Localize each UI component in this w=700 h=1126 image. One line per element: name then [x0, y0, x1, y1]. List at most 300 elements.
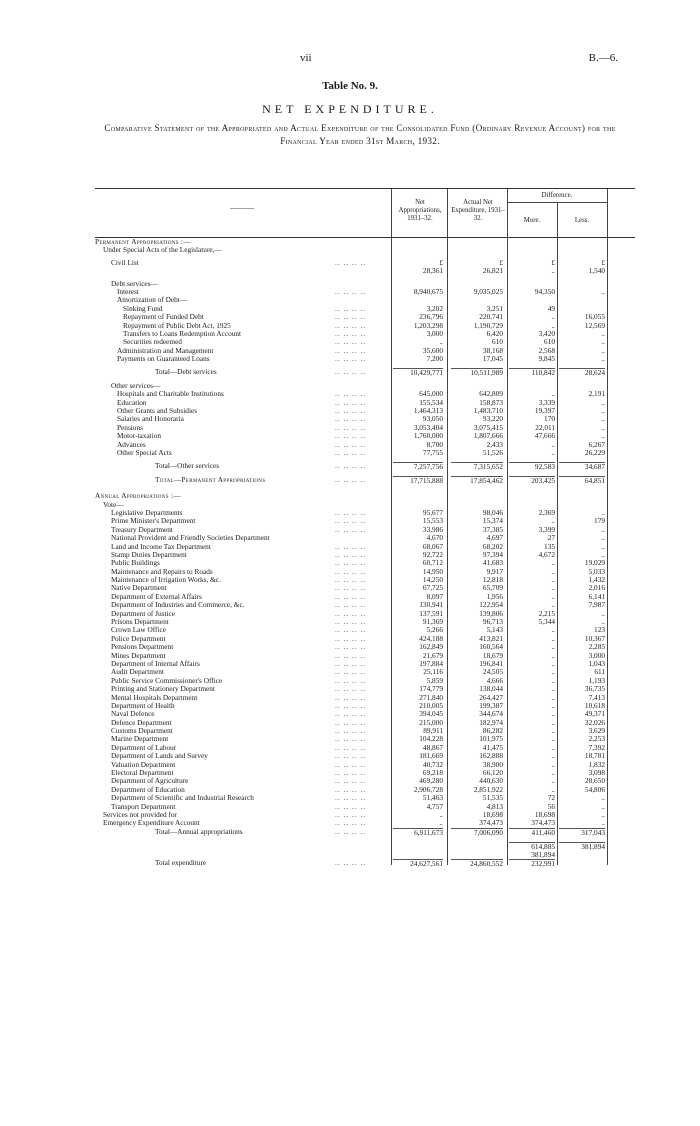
row-label: Treasury Department — [111, 524, 173, 534]
cell-c4: 2,285 — [588, 642, 605, 652]
cell-c3: .. — [551, 751, 555, 761]
table-row: Public Buildings .. .. .. .. 60,712 41,683 .. 19,029 — [111, 558, 605, 568]
table-row: Services not provided for .. .. .. .. .. 18,698 18,698 .. — [103, 810, 605, 819]
cell-c2: 24,505 — [482, 667, 503, 677]
cell-c1: 197,884 — [419, 658, 443, 668]
cell-c4: 34,687 — [559, 462, 605, 471]
cell-c2: 6,420 — [486, 328, 503, 338]
cell-c1: 51,463 — [422, 793, 443, 803]
table-row: Electoral Department .. .. .. .. 69,218 66,120 .. 3,098 — [111, 768, 605, 778]
cell-c3: .. — [551, 742, 555, 752]
row-label: Total—Permanent Appropriations — [155, 474, 266, 484]
cell-c2: 610 — [492, 337, 503, 347]
table-row: Mines Department .. .. .. .. 21,679 18,679 .. 3,000 — [111, 650, 605, 660]
table-row: Sinking Fund .. .. .. .. 3,202 3,251 49 — [123, 303, 555, 313]
cell-c3: 18,698 — [534, 810, 555, 819]
cell-c1: 424,188 — [419, 633, 443, 643]
cell-c2: 344,674 — [479, 709, 503, 719]
table-row: Salaries and Honoraria .. .. .. .. 93,050 93,220 170 .. — [117, 414, 605, 424]
row-label: Other Grants and Subsidies — [117, 406, 198, 416]
cell-c2: 220,741 — [479, 312, 503, 322]
row-label: Repayment of Funded Debt — [123, 312, 204, 322]
row-label: Department of Lands and Survey — [111, 751, 208, 761]
cell-c3: .. — [551, 768, 555, 778]
table-row: Native Department .. .. .. .. 67,725 65,709 .. 2,016 — [111, 583, 605, 593]
cell-c2: 51,535 — [482, 793, 503, 803]
cell-c3: .. — [551, 734, 555, 744]
cell-c2: 440,630 — [479, 776, 503, 786]
cell-c3: 610 — [544, 337, 555, 347]
col-difference: Difference. — [541, 192, 573, 199]
cell-c1: 6,911,673 — [393, 828, 443, 837]
cell-c1: 10,429,771 — [393, 368, 443, 377]
table-row: Advances .. .. .. .. 8,700 2,433 .. 6,267 — [117, 439, 605, 449]
cell-c1: .. — [439, 810, 443, 819]
cell-c4: 1,193 — [588, 675, 605, 685]
cell-c1: 4,670 — [426, 533, 443, 543]
cell-c4: 179 — [594, 516, 605, 526]
cell-c4: 1,540 — [588, 266, 605, 276]
cell-c2: 18,679 — [482, 650, 503, 660]
cell-c4: 6,141 — [588, 591, 605, 601]
table-row: Department of Education .. .. .. .. 2,906,728 2,851,922 .. 54,806 — [111, 784, 605, 794]
cell-c4: 7,392 — [588, 742, 605, 752]
cell-c2: 139,806 — [479, 608, 503, 618]
cell-c2: 18,698 — [482, 810, 503, 819]
row-label: Repayment of Public Debt Act, 1925 — [123, 320, 231, 330]
table-row: Transport Department .. .. .. .. 4,757 4,813 56 .. — [111, 801, 605, 811]
cell-c3: 135 — [544, 541, 555, 551]
cell-c1: .. — [439, 818, 443, 828]
cell-c2: 4,666 — [486, 675, 503, 685]
cell-c2: 138,044 — [479, 684, 503, 694]
cell-c1: 3,000 — [426, 328, 443, 338]
cell-c1: 77,755 — [422, 447, 443, 457]
cell-c4: 19,029 — [584, 558, 605, 568]
cell-c4: 10,618 — [584, 700, 605, 710]
cell-c3: 110,842 — [509, 368, 555, 377]
cell-c1: 21,679 — [422, 650, 443, 660]
cell-c4: 2,253 — [588, 734, 605, 744]
row-label: Department of Industries and Commerce, &c. — [111, 600, 245, 610]
row-label: Pensions Department — [111, 642, 174, 652]
cell-c1: 92,722 — [422, 549, 443, 559]
table-row: Naval Defence .. .. .. .. 394,045 344,674 .. 49,371 — [111, 709, 605, 719]
table-row: Securities redeemed .. .. .. .. .. 610 610 .. — [123, 337, 605, 347]
cell-c3: 3,420 — [538, 328, 555, 338]
cell-c3: .. — [551, 633, 555, 643]
cell-c2: 38,900 — [482, 759, 503, 769]
table-row: Emergency Expenditure Account .. .. .. .. .. 374,473 374,473 .. — [103, 818, 605, 828]
cell-c3: 411,460 — [509, 828, 555, 837]
col-actual-expenditure: Actual Net Expenditure, 1931–32. — [451, 199, 505, 222]
cell-c1: 7,257,756 — [393, 462, 443, 471]
table-row: Department of Agriculture .. .. .. .. 469,280 440,630 .. 28,650 — [111, 776, 605, 786]
table-row: Land and Income Tax Department .. .. .. .. 68,067 68,202 135 .. — [111, 541, 605, 551]
cell-c2: 2,433 — [486, 439, 503, 449]
cell-c1: 8,700 — [426, 439, 443, 449]
cell-c2: 160,564 — [479, 642, 503, 652]
cell-c1: 4,757 — [426, 801, 443, 811]
cell-c3: .. — [551, 516, 555, 526]
table-row: Payments on Guaranteed Loans .. .. .. .. 7,200 17,045 9,845 .. — [117, 354, 605, 364]
table-row: Education .. .. .. .. 155,534 158,873 3,339 .. — [117, 397, 605, 407]
cell-c4: 26,229 — [584, 447, 605, 457]
table-row: Maintenance of Irrigation Works, &c. .. .. .. .. 14,250 12,818 .. 1,432 — [111, 575, 605, 585]
table-row: Public Service Commissioner's Office .. .. .. .. 5,859 4,666 .. 1,193 — [111, 675, 605, 685]
cell-c2: 3,251 — [486, 303, 503, 313]
cell-c4: 36,735 — [584, 684, 605, 694]
cell-c2: 1,807,666 — [473, 431, 503, 441]
cell-c2: 98,046 — [482, 507, 503, 517]
cell-c3: 232,991 — [509, 859, 555, 868]
row-label: Interest — [117, 286, 139, 296]
cell-c1: 8,940,675 — [413, 286, 443, 296]
row-label: Mines Department — [111, 650, 166, 660]
cell-c4: 16,055 — [584, 312, 605, 322]
row-label: Salaries and Honoraria — [117, 414, 184, 424]
table-row: Marine Department .. .. .. .. 104,228 101,975 .. 2,253 — [111, 734, 605, 744]
cell-c4: .. — [601, 801, 605, 811]
cell-c2: 37,385 — [482, 524, 503, 534]
cell-c3: 2,568 — [538, 345, 555, 355]
cell-c2: 101,975 — [479, 734, 503, 744]
cell-c4: 611 — [594, 667, 605, 677]
row-label: Sinking Fund — [123, 303, 163, 313]
table-row: Motor-taxation .. .. .. .. 1,760,000 1,807,666 47,666 .. — [117, 431, 605, 441]
table-row: Maintenance and Repairs to Roads .. .. .. .. 14,950 9,917 .. 5,033 — [111, 566, 605, 576]
cell-c3: 614,885 — [509, 842, 555, 851]
cell-c4: 64,851 — [559, 476, 605, 485]
cell-c3: 3,399 — [538, 524, 555, 534]
cell-c3: .. — [551, 675, 555, 685]
cell-c1: 174,779 — [419, 684, 443, 694]
cell-c3: .. — [551, 591, 555, 601]
cell-c2: 96,713 — [482, 617, 503, 627]
cell-c2: 196,841 — [479, 658, 503, 668]
col-net-appropriations: Net Appropriations, 1931–32. — [398, 199, 442, 222]
row-label: Department of Internal Affairs — [111, 658, 200, 668]
cell-c3: .. — [551, 266, 555, 276]
cell-c1: 14,950 — [422, 566, 443, 576]
cell-c2: 38,168 — [482, 345, 503, 355]
cell-c3: .. — [551, 575, 555, 585]
cell-c4: .. — [601, 431, 605, 441]
cell-c3: .. — [551, 650, 555, 660]
cell-c2: 3,075,415 — [473, 422, 503, 432]
cell-c2: 12,818 — [482, 575, 503, 585]
table-row: Other Grants and Subsidies .. .. .. .. 1,464,313 1,483,710 19,397 .. — [117, 406, 605, 416]
row-label: Audit Department — [111, 667, 164, 677]
row-label: Vote— — [103, 499, 124, 509]
cell-c4: .. — [601, 345, 605, 355]
table-row: Valuation Department .. .. .. .. 40,732 38,900 .. 1,832 — [111, 759, 605, 769]
cell-c3: .. — [551, 625, 555, 635]
cell-c2: 1,190,729 — [473, 320, 503, 330]
table-row: Transfers to Loans Redemption Account .. .. .. .. 3,000 6,420 3,420 .. — [123, 328, 605, 338]
row-label: Defence Department — [111, 717, 172, 727]
row-label: Other services— — [111, 380, 161, 390]
cell-c1: 236,796 — [419, 312, 443, 322]
cell-c4: .. — [601, 549, 605, 559]
row-label: Motor-taxation — [117, 431, 162, 441]
row-label: Crown Law Office — [111, 625, 166, 635]
row-label: Under Special Acts of the Legislature,— — [103, 245, 222, 255]
cell-c1: 130,941 — [419, 600, 443, 610]
cell-c3: .. — [551, 776, 555, 786]
row-label: Public Buildings — [111, 558, 160, 568]
cell-c4: .. — [601, 422, 605, 432]
cell-c4: .. — [601, 793, 605, 803]
cell-c2: 162,888 — [479, 751, 503, 761]
table-row: Administration and Management .. .. .. .. 35,600 38,168 2,568 .. — [117, 345, 605, 355]
cell-c3: £ — [551, 257, 555, 267]
cell-c2: 26,821 — [482, 266, 503, 276]
cell-c1: 69,218 — [422, 768, 443, 778]
cell-c3: .. — [551, 692, 555, 702]
row-label: Land and Income Tax Department — [111, 541, 211, 551]
row-label: Valuation Department — [111, 759, 176, 769]
table-row: Pensions Department .. .. .. .. 162,849 160,564 .. 2,285 — [111, 642, 605, 652]
cell-c2: 413,821 — [479, 633, 503, 643]
cell-c3: .. — [551, 759, 555, 769]
cell-c4: 54,806 — [584, 784, 605, 794]
table-row: Department of Labour .. .. .. .. 48,867 41,475 .. 7,392 — [111, 742, 605, 752]
cell-c1: 28,361 — [422, 266, 443, 276]
row-label: Electoral Department — [111, 768, 174, 778]
row-label: Customs Department — [111, 726, 173, 736]
row-label: Payments on Guaranteed Loans — [117, 354, 210, 364]
cell-c2: 642,809 — [479, 389, 503, 399]
cell-c4: .. — [601, 524, 605, 534]
table-row: Prime Minister's Department .. .. .. .. 15,553 15,374 .. 179 — [111, 516, 605, 526]
cell-c4: .. — [601, 414, 605, 424]
cell-c4: £ — [601, 257, 605, 267]
table-row: Other Special Acts .. .. .. .. 77,755 51,526 .. 26,229 — [117, 447, 605, 457]
cell-c1: £ — [439, 257, 443, 267]
cell-c3: 72 — [547, 793, 555, 803]
cell-c1: 35,600 — [422, 345, 443, 355]
cell-c1: 5,859 — [426, 675, 443, 685]
table-row: Crown Law Office .. .. .. .. 5,266 5,143 .. 123 — [111, 625, 605, 635]
cell-c3: .. — [551, 658, 555, 668]
row-label: Services not provided for — [103, 810, 177, 819]
cell-c1: 68,067 — [422, 541, 443, 551]
row-label: National Provident and Friendly Societies Department — [111, 533, 270, 543]
cell-c4: 123 — [594, 625, 605, 635]
cell-c4: .. — [601, 286, 605, 296]
cell-c2: 65,709 — [482, 583, 503, 593]
cell-c1: 7,200 — [426, 354, 443, 364]
row-label: Education — [117, 397, 147, 407]
cell-c4: 1,432 — [588, 575, 605, 585]
table-body — [95, 238, 635, 867]
row-label: Other Special Acts — [117, 447, 172, 457]
table-number: Table No. 9. — [322, 80, 378, 92]
cell-c4: 28,624 — [559, 368, 605, 377]
cell-c4: 7,987 — [588, 600, 605, 610]
cell-c4: 317,043 — [559, 828, 605, 837]
cell-c3: .. — [551, 389, 555, 399]
cell-c4: 1,832 — [588, 759, 605, 769]
cell-c2: 15,374 — [482, 516, 503, 526]
cell-c2: 158,873 — [479, 397, 503, 407]
cell-c3: .. — [551, 312, 555, 322]
table-row: Stamp Duties Department .. .. .. .. 92,722 97,394 4,672 .. — [111, 549, 605, 559]
row-label: Prisons Department — [111, 617, 169, 627]
cell-c2: 7,006,090 — [451, 828, 503, 837]
cell-c2: 97,394 — [482, 549, 503, 559]
cell-c4: .. — [601, 617, 605, 627]
cell-c3: .. — [551, 566, 555, 576]
cell-c1: 89,911 — [423, 726, 443, 736]
table-row: Department of Scientific and Industrial Research .. .. .. .. 51,463 51,535 72 .. — [111, 793, 605, 803]
cell-c2: 93,220 — [482, 414, 503, 424]
cell-c4: .. — [601, 397, 605, 407]
cell-c1: 271,840 — [419, 692, 443, 702]
row-label: Department of Education — [111, 784, 185, 794]
table-row: Legislative Departments .. .. .. .. 95,677 98,046 2,369 .. — [111, 507, 605, 517]
cell-c4: .. — [601, 337, 605, 347]
cell-c1: 645,000 — [419, 389, 443, 399]
table-row: Mental Hospitals Department .. .. .. .. 271,840 264,427 .. 7,413 — [111, 692, 605, 702]
cell-c2: 1,956 — [486, 591, 503, 601]
cell-c2: 41,683 — [482, 558, 503, 568]
cell-c2: 4,813 — [486, 801, 503, 811]
cell-c2: 4,697 — [486, 533, 503, 543]
cell-c3: 94,350 — [534, 286, 555, 296]
cell-c1: 394,045 — [419, 709, 443, 719]
row-label: Transport Department — [111, 801, 176, 811]
cell-c2: 199,387 — [479, 700, 503, 710]
cell-c4: 5,033 — [588, 566, 605, 576]
cell-c1: 95,677 — [422, 507, 443, 517]
cell-c2: 9,035,025 — [473, 286, 503, 296]
header-dash: ——— — [230, 203, 254, 212]
table-title: NET EXPENDITURE. — [262, 102, 438, 116]
cell-c1: 137,591 — [419, 608, 443, 618]
cell-c4: 32,026 — [584, 717, 605, 727]
col-less: Less. — [574, 217, 590, 224]
table-row: Defence Department .. .. .. .. 215,000 182,974 .. 32,026 — [111, 717, 605, 727]
cell-c4: 3,098 — [588, 768, 605, 778]
cell-c4: .. — [601, 354, 605, 364]
cell-c3: .. — [551, 447, 555, 457]
cell-c3: .. — [551, 784, 555, 794]
table-row — [95, 267, 635, 275]
cell-c2: 86,282 — [482, 726, 503, 736]
table-row: Hospitals and Charitable Institutions .. .. .. .. 645,000 642,809 .. 2,191 — [117, 389, 605, 399]
row-label: Total—Annual appropriations — [155, 826, 243, 836]
table-row: Printing and Stationery Department .. .. .. .. 174,779 138,044 .. 36,735 — [111, 684, 605, 694]
cell-c3: .. — [551, 600, 555, 610]
cell-c3: 2,369 — [538, 507, 555, 517]
cell-c3: 374,473 — [531, 818, 555, 828]
cell-c2: 68,202 — [482, 541, 503, 551]
row-label: Native Department — [111, 583, 167, 593]
expenditure-table — [95, 188, 635, 867]
cell-c1: 469,280 — [419, 776, 443, 786]
cell-c1: 3,202 — [426, 303, 443, 313]
row-label: Amortization of Debt— — [117, 295, 188, 305]
table-row: Total—Annual appropriations .. .. .. .. 6,911,673 7,006,090 411,460 317,043 — [155, 826, 605, 837]
row-label: Maintenance of Irrigation Works, &c. — [111, 575, 221, 585]
table-row: Civil List .. .. .. .. £ £ £ £ — [111, 257, 605, 267]
cell-c2: 7,315,652 — [451, 462, 503, 471]
cell-c4: .. — [601, 608, 605, 618]
cell-c4: .. — [601, 541, 605, 551]
cell-c3: .. — [551, 667, 555, 677]
cell-c3: 92,583 — [509, 462, 555, 471]
cell-c3: 27 — [547, 533, 555, 543]
cell-c3: .. — [551, 717, 555, 727]
row-label: Legislative Departments — [111, 507, 183, 517]
cell-c3: .. — [551, 709, 555, 719]
cell-c1: 15,553 — [422, 516, 443, 526]
cell-c3: 2,215 — [538, 608, 555, 618]
cell-c2: 41,475 — [482, 742, 503, 752]
cell-c4: 18,781 — [584, 751, 605, 761]
cell-c2: 374,473 — [479, 818, 503, 828]
cell-c4: 10,367 — [584, 633, 605, 643]
row-label: Pensions — [117, 422, 143, 432]
cell-c1: 3,053,404 — [413, 422, 443, 432]
cell-c3: 381,894 — [531, 849, 555, 859]
cell-c4: .. — [601, 328, 605, 338]
row-label: Naval Defence — [111, 709, 155, 719]
row-label: Department of External Affairs — [111, 591, 202, 601]
cell-c4: .. — [601, 507, 605, 517]
cell-c4: .. — [601, 810, 605, 819]
cell-c1: 104,228 — [419, 734, 443, 744]
table-row — [95, 246, 635, 254]
cell-c1: 8,097 — [426, 591, 443, 601]
cell-c3: 22,011 — [535, 422, 555, 432]
cell-c1: 93,050 — [422, 414, 443, 424]
cell-c4: 3,000 — [588, 650, 605, 660]
table-row: Department of Internal Affairs .. .. .. .. 197,884 196,841 .. 1,043 — [111, 658, 605, 668]
cell-c4: 28,650 — [584, 776, 605, 786]
row-label: Transfers to Loans Redemption Account — [123, 328, 242, 338]
row-label: Civil List — [111, 257, 139, 267]
table-row: Department of Justice .. .. .. .. 137,591 139,806 2,215 .. — [111, 608, 605, 618]
row-label: Department of Labour — [111, 742, 177, 752]
cell-c1: 181,669 — [419, 751, 443, 761]
cell-c1: 17,715,888 — [393, 476, 443, 485]
cell-c3: 203,425 — [509, 476, 555, 485]
row-label: Stamp Duties Department — [111, 549, 187, 559]
cell-c3: .. — [551, 583, 555, 593]
table-row: Total expenditure .. .. .. .. 24,627,561 24,860,552 232,991 — [155, 857, 555, 868]
cell-c2: 5,143 — [486, 625, 503, 635]
table-subtitle: Comparative Statement of the Appropriated and Actual Expenditure of the Consolidated Fund (Ordinary Revenue Account) for the Financial Year ended 31st March, 1932. — [104, 123, 616, 146]
table-row: Treasury Department .. .. .. .. 33,986 37,385 3,399 .. — [111, 524, 605, 534]
cell-c2: 17,045 — [482, 354, 503, 364]
row-label: Total—Other services — [155, 461, 220, 471]
cell-c3: 170 — [544, 414, 555, 424]
row-label: Prime Minister's Department — [111, 516, 196, 526]
col-more: More. — [523, 217, 541, 224]
table-row: Repayment of Public Debt Act, 1925 .. .. .. .. 1,203,298 1,190,729 .. 12,569 — [123, 320, 605, 330]
row-label: Permanent Appropriations :— — [95, 237, 191, 246]
table-row: Customs Department .. .. .. .. 89,911 86,282 .. 3,629 — [111, 726, 605, 736]
cell-c2: 24,860,552 — [451, 859, 503, 868]
cell-c1: 14,250 — [422, 575, 443, 585]
table-row — [95, 492, 635, 500]
row-label: Mental Hospitals Department — [111, 692, 198, 702]
cell-c4: .. — [601, 818, 605, 828]
cell-c4: .. — [601, 406, 605, 416]
